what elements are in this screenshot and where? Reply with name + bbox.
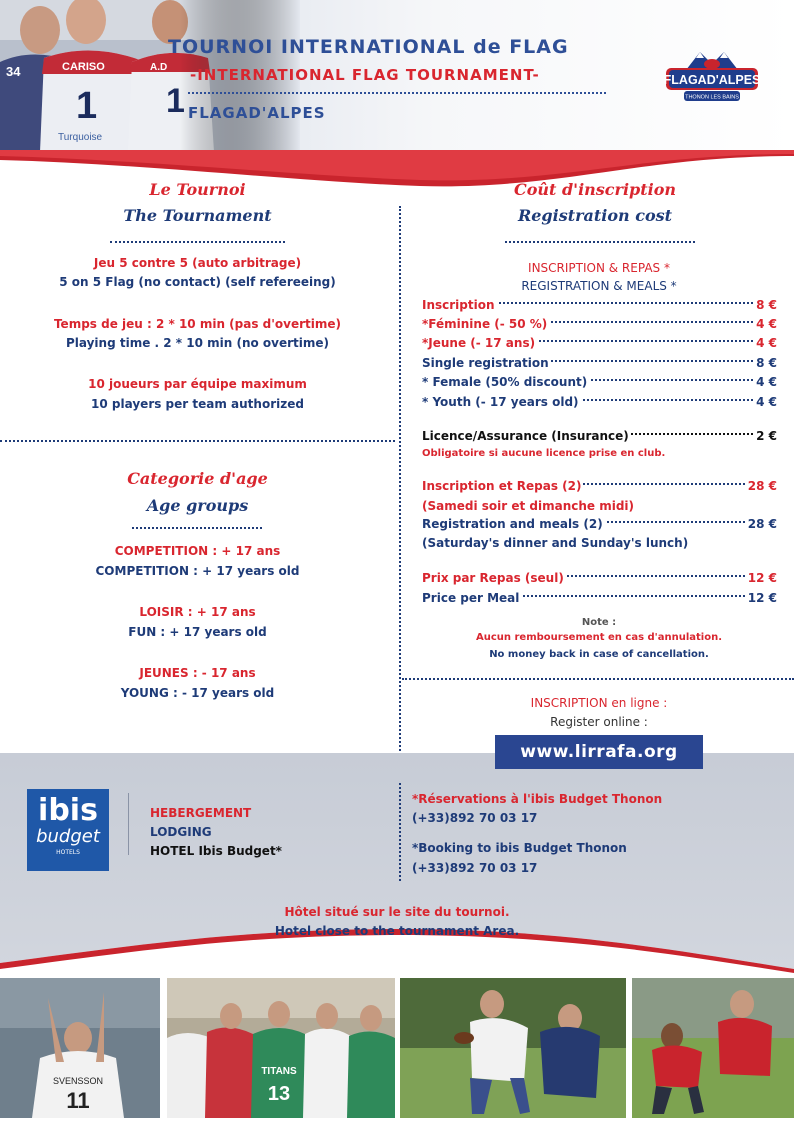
photo-player-catch xyxy=(400,978,626,1118)
cost-head-fr: INSCRIPTION & REPAS * xyxy=(528,261,670,275)
rule-line-fr: Jeu 5 contre 5 (auto arbitrage) xyxy=(93,256,302,270)
age-line-en: COMPETITION : + 17 years old xyxy=(95,564,300,578)
section-divider xyxy=(0,440,395,442)
age-line-fr: LOISIR : + 17 ans xyxy=(139,605,256,619)
price-row: *Féminine (- 50 %) 4 € xyxy=(422,315,777,334)
hotel-site-en: Hotel close to the tournament Area. xyxy=(274,924,520,938)
phone-en: (+33)892 70 03 17 xyxy=(412,861,538,875)
cost-divider xyxy=(505,241,695,243)
title-en: -INTERNATIONAL FLAG TOURNAMENT- xyxy=(190,66,540,84)
age-title-en: Age groups xyxy=(146,496,249,515)
ibis-budget-logo xyxy=(27,789,109,871)
lodging-divider xyxy=(399,783,401,881)
licence-row: Licence/Assurance (Insurance) 2 € xyxy=(422,427,777,446)
logo-hotels: HOTELS xyxy=(56,849,80,856)
column-divider xyxy=(399,206,401,751)
hotel-name: HOTEL Ibis Budget* xyxy=(150,844,282,858)
flagadalpes-logo xyxy=(664,48,760,108)
age-divider xyxy=(132,527,262,529)
meal-row: Registration and meals (2) 28 € xyxy=(422,515,777,534)
rule-line-en: Playing time . 2 * 10 min (no overtime) xyxy=(65,336,330,350)
booking-en: *Booking to ibis Budget Thonon xyxy=(412,841,627,855)
note-fr: Aucun remboursement en cas d'annulation. xyxy=(475,632,723,643)
title-divider xyxy=(188,92,606,94)
photo-team-name: TITANS xyxy=(261,1066,297,1077)
photo-player-number: 11 xyxy=(66,1088,90,1113)
price-row: * Youth (- 17 years old) 4 € xyxy=(422,393,777,412)
per-meal-row: Price per Meal 12 € xyxy=(422,589,777,608)
tournament-title-fr: Le Tournoi xyxy=(149,180,246,199)
rule-line-en: 10 players per team authorized xyxy=(91,397,304,411)
age-line-fr: COMPETITION : + 17 ans xyxy=(114,544,281,558)
note-en: No money back in case of cancellation. xyxy=(489,649,709,660)
licence-note: Obligatoire si aucune licence prise en club. xyxy=(422,448,666,459)
phone-fr: (+33)892 70 03 17 xyxy=(412,811,538,825)
cost-head-en: REGISTRATION & MEALS * xyxy=(521,279,677,293)
cost-title-fr: Coût d'inscription xyxy=(513,180,676,199)
age-line-en: YOUNG : - 17 years old xyxy=(120,686,275,700)
logo-subtext: THONON LES BAINS xyxy=(685,94,739,101)
lodging-label-en: LODGING xyxy=(150,825,212,839)
age-title-fr: Categorie d'age xyxy=(127,469,268,488)
tournament-divider xyxy=(110,241,285,243)
cost-title-en: Registration cost xyxy=(517,206,673,225)
price-row: Single registration 8 € xyxy=(422,354,777,373)
online-en: Register online : xyxy=(550,715,648,729)
meal-sub: (Samedi soir et dimanche midi) xyxy=(422,499,635,513)
price-row: Inscription 8 € xyxy=(422,296,777,315)
registration-url-link[interactable]: www.lirrafa.org xyxy=(495,735,703,769)
tournament-title-en: The Tournament xyxy=(123,206,272,225)
event-name: FLAGAD'ALPES xyxy=(188,104,326,122)
price-row: * Female (50% discount) 4 € xyxy=(422,373,777,392)
title-fr: TOURNOI INTERNATIONAL de FLAG xyxy=(168,36,569,58)
per-meal-row: Prix par Repas (seul) 12 € xyxy=(422,569,777,588)
logo-divider xyxy=(128,793,129,855)
photo-player-defense xyxy=(632,978,794,1118)
photo-team-number: 13 xyxy=(267,1083,291,1105)
photo-team-huddle xyxy=(167,978,395,1118)
logo-text: FLAGAD'ALPES xyxy=(664,73,760,87)
age-line-fr: JEUNES : - 17 ans xyxy=(139,666,256,680)
meal-sub: (Saturday's dinner and Sunday's lunch) xyxy=(422,536,689,550)
hotel-site-fr: Hôtel situé sur le site du tournoi. xyxy=(284,905,510,919)
online-divider xyxy=(402,678,794,680)
booking-fr: *Réservations à l'ibis Budget Thonon xyxy=(412,792,663,806)
meal-row: Inscription et Repas (2) 28 € xyxy=(422,477,777,496)
rule-line-fr: 10 joueurs par équipe maximum xyxy=(88,377,307,391)
header-banner xyxy=(0,0,794,152)
logo-budget: budget xyxy=(36,826,100,847)
lodging-label-fr: HEBERGEMENT xyxy=(150,806,252,820)
note-title: Note : xyxy=(581,617,617,628)
rule-line-en: 5 on 5 Flag (no contact) (self refereeing) xyxy=(59,275,336,289)
lodging-section xyxy=(0,753,794,973)
rule-line-fr: Temps de jeu : 2 * 10 min (pas d'overtime) xyxy=(53,317,342,331)
online-fr: INSCRIPTION en ligne : xyxy=(530,696,668,710)
photo-player-celebration xyxy=(0,978,160,1118)
price-row: *Jeune (- 17 ans) 4 € xyxy=(422,334,777,353)
logo-ibis: ibis xyxy=(38,793,98,828)
age-line-en: FUN : + 17 years old xyxy=(128,625,267,639)
photo-player-name: SVENSSON xyxy=(52,1076,104,1086)
